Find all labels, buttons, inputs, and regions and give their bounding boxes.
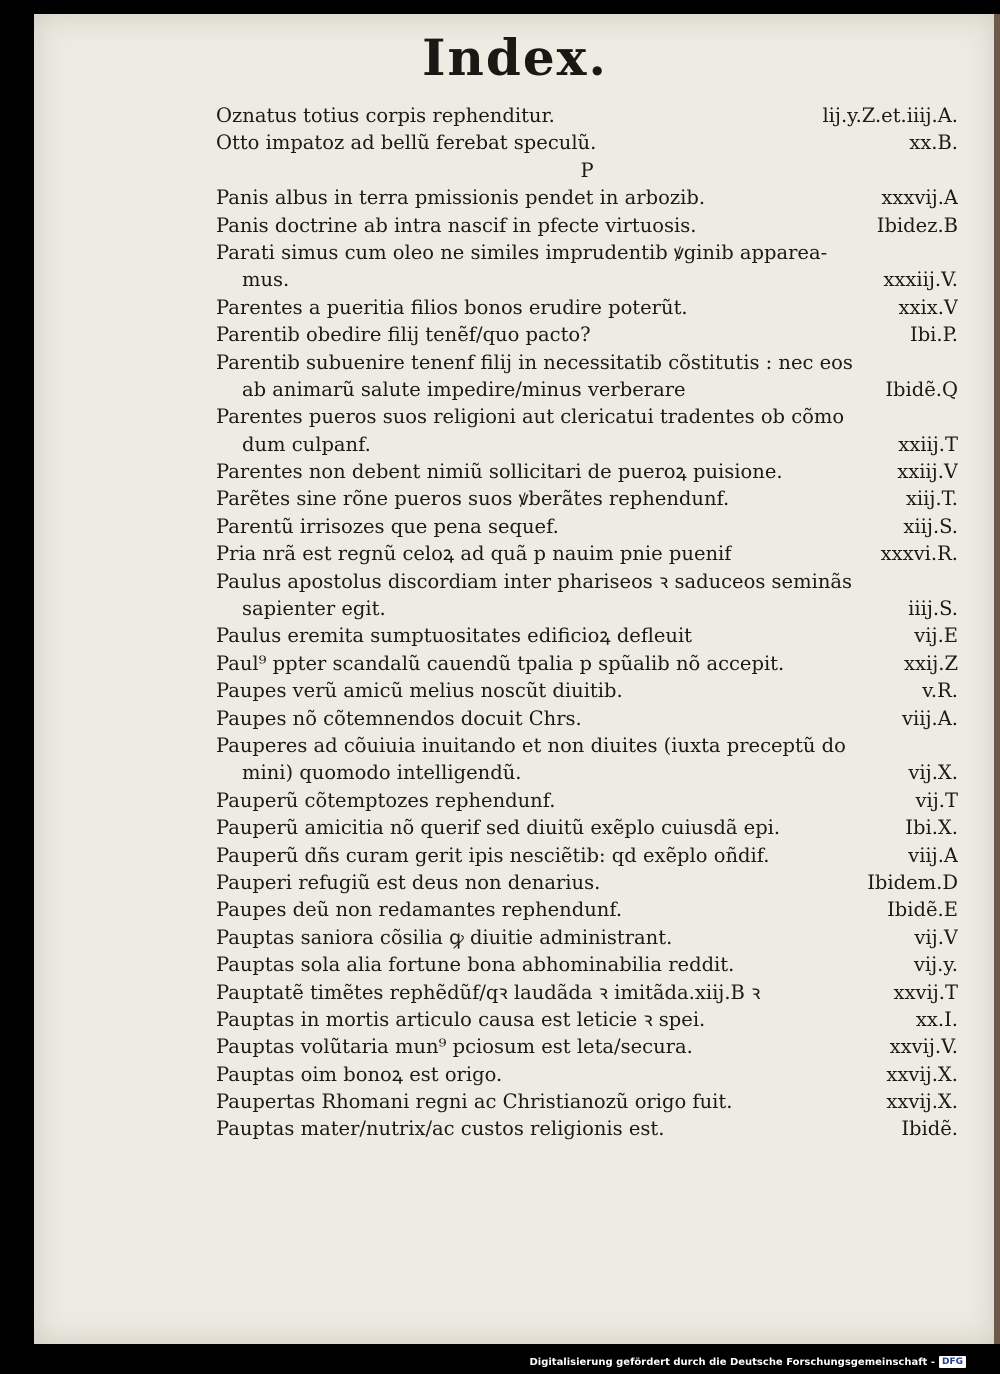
entry-line xyxy=(216,376,958,403)
entry-text: Pauptas saniora cõsilia ꝙ diuitie administrant. xyxy=(216,925,673,949)
entry-reference: vij.V xyxy=(914,925,958,949)
index-entry xyxy=(216,951,958,978)
entry-line xyxy=(216,787,958,814)
entry-text: Paulus eremita sumptuositates edificioꝝ defleuit xyxy=(216,624,693,648)
index-entry xyxy=(216,1006,958,1033)
index-entry xyxy=(216,540,958,567)
index-entry xyxy=(216,239,958,294)
dfg-logo-icon: DFG xyxy=(939,1356,966,1368)
entry-reference: xxvij.X. xyxy=(886,1062,958,1086)
entry-text: Pauptas oim bonoꝝ est origo. xyxy=(216,1062,503,1086)
entry-line xyxy=(216,951,958,978)
entry-text: Parentib subuenire tenenf filij in necessitatib cõstitutis : nec eos xyxy=(216,350,853,374)
index-entry xyxy=(216,787,958,814)
page-edge xyxy=(994,14,1000,1344)
entry-line xyxy=(216,294,958,321)
entry-text: sapienter egit. xyxy=(242,597,386,621)
entry-reference: Ibidem.D xyxy=(867,870,958,894)
entry-line xyxy=(216,924,958,951)
entry-line xyxy=(216,1061,958,1088)
index-entry xyxy=(216,814,958,841)
entry-reference: xxvij.V. xyxy=(889,1035,958,1059)
entry-reference: xxvij.T xyxy=(893,980,958,1004)
entry-text: Pauperũ cõtemptozes rephendunf. xyxy=(216,788,556,812)
entry-text: Paupertas Rhomani regni ac Christianozũ origo fuit. xyxy=(216,1090,733,1114)
entry-line xyxy=(216,485,958,512)
index-entry xyxy=(216,1088,958,1115)
section-heading-line xyxy=(216,157,958,184)
entry-line xyxy=(216,458,958,485)
entry-reference: Ibi.X. xyxy=(905,816,958,840)
entry-reference: Ibidẽ.E xyxy=(887,898,958,922)
entry-text: Parentib obedire filij tenẽf/quo pacto? xyxy=(216,323,591,347)
entry-text: Paul⁹ ppter scandalũ cauendũ tpalia p spũalib nõ accepit. xyxy=(216,651,785,675)
entry-text: Pauperũ dñs curam gerit ipis nesciẽtib: qd exẽplo oñdif. xyxy=(216,843,770,867)
entry-reference: xx.B. xyxy=(909,131,958,155)
entry-line xyxy=(216,842,958,869)
entry-line xyxy=(216,1033,958,1060)
index-entry xyxy=(216,184,958,211)
index-entry xyxy=(216,732,958,787)
entry-line xyxy=(216,540,958,567)
index-entry xyxy=(216,650,958,677)
entry-line xyxy=(216,321,958,348)
entry-line xyxy=(216,1088,958,1115)
entry-line xyxy=(216,102,958,129)
index-entry xyxy=(216,403,958,458)
entry-line xyxy=(216,431,958,458)
entry-reference: xxxvij.A xyxy=(881,186,958,210)
entry-reference: xxix.V xyxy=(898,295,958,319)
entry-text: Pauptas sola alia fortune bona abhominabilia reddit. xyxy=(216,953,735,977)
entry-line xyxy=(216,349,958,376)
entry-reference: xiij.S. xyxy=(903,514,958,538)
index-entry xyxy=(216,321,958,348)
index-entry xyxy=(216,294,958,321)
entry-text: Parentes pueros suos religioni aut clericatui tradentes ob cõmo xyxy=(216,405,845,429)
entry-reference: xxxiij.V. xyxy=(883,268,958,292)
entry-line xyxy=(216,212,958,239)
index-entry xyxy=(216,842,958,869)
entry-reference: xxij.Z xyxy=(903,651,958,675)
entry-text: mini) quomodo intelligendũ. xyxy=(242,761,522,785)
footer xyxy=(529,1356,966,1368)
entry-line xyxy=(216,266,958,293)
entry-line xyxy=(216,869,958,896)
entry-reference: vij.T xyxy=(915,788,958,812)
entry-text: mus. xyxy=(242,268,290,292)
entry-line xyxy=(216,239,958,266)
entry-line xyxy=(216,650,958,677)
section-letter: P xyxy=(580,158,594,182)
page-title: Index. xyxy=(422,28,608,87)
entry-line xyxy=(216,568,958,595)
index-entry xyxy=(216,485,958,512)
entry-text: Pauptatẽ timẽtes rephẽdũf/qꝛ laudãda ꝛ imitãda.xiij.B ꝛ xyxy=(216,980,761,1004)
entry-text: Otto impatoz ad bellũ ferebat speculũ. xyxy=(216,131,597,155)
entry-reference: Ibidẽ. xyxy=(901,1117,958,1141)
entry-reference: Ibidez.B xyxy=(876,213,958,237)
entry-text: Paulus apostolus discordiam inter phariseos ꝛ saduceos seminãs xyxy=(216,569,853,593)
entry-line xyxy=(216,403,958,430)
index-entry xyxy=(216,212,958,239)
entry-reference: vij.E xyxy=(914,624,958,648)
entry-reference: xxiij.T xyxy=(898,432,958,456)
footer-text: Digitalisierung gefördert durch die Deutsche Forschungsgemeinschaft - xyxy=(529,1356,935,1368)
entry-text: Panis doctrine ab intra nascif in pfecte virtuosis. xyxy=(216,213,697,237)
entry-line xyxy=(216,622,958,649)
entry-reference: Ibidẽ.Q xyxy=(885,377,958,401)
entry-reference: Ibi.P. xyxy=(910,323,958,347)
entry-reference: v.R. xyxy=(922,679,958,703)
index-entry xyxy=(216,677,958,704)
entry-text: Parentũ irrisozes que pena sequef. xyxy=(216,514,559,538)
entry-text: Pauptas mater/nutrix/ac custos religionis est. xyxy=(216,1117,665,1141)
entry-line xyxy=(216,513,958,540)
entry-line xyxy=(216,759,958,786)
entry-reference: lij.y.Z.et.iiij.A. xyxy=(822,104,958,127)
book-page xyxy=(34,14,996,1344)
entry-text: Panis albus in terra pmissionis pendet in arbozib. xyxy=(216,186,706,210)
entry-text: Pauptas volũtaria mun⁹ pciosum est leta/secura. xyxy=(216,1035,693,1059)
entry-text: Pauptas in mortis articulo causa est leticie ꝛ spei. xyxy=(216,1007,706,1031)
entry-reference: xxiij.V xyxy=(897,460,958,484)
index-entry xyxy=(216,129,958,156)
entry-text: Parentes non debent nimiũ sollicitari de pueroꝝ puisione. xyxy=(216,460,783,484)
entry-text: Parati simus cum oleo ne similes imprudentib ꝟginib apparea- xyxy=(216,240,828,264)
index-entry-list xyxy=(216,102,958,1143)
entry-line xyxy=(216,979,958,1006)
entry-reference: xiij.T. xyxy=(905,487,958,511)
index-entry xyxy=(216,896,958,923)
entry-text: Pauperi refugiũ est deus non denarius. xyxy=(216,870,601,894)
entry-reference: vij.y. xyxy=(913,953,958,977)
entry-reference: xxvij.X. xyxy=(886,1090,958,1114)
entry-line xyxy=(216,1006,958,1033)
entry-reference: iiij.S. xyxy=(908,597,958,621)
index-entry xyxy=(216,622,958,649)
entry-text: Oznatus totius corpis rephenditur. xyxy=(216,104,555,127)
entry-reference: xxxvi.R. xyxy=(880,542,958,566)
entry-line xyxy=(216,129,958,156)
entry-reference: vij.X. xyxy=(908,761,958,785)
entry-line xyxy=(216,677,958,704)
entry-line xyxy=(216,705,958,732)
entry-text: Parentes a pueritia filios bonos erudire poterũt. xyxy=(216,295,688,319)
index-entry xyxy=(216,1061,958,1088)
entry-reference: xx.I. xyxy=(915,1007,958,1031)
entry-text: Pauperũ amicitia nõ querif sed diuitũ exẽplo cuiusdã epi. xyxy=(216,816,781,840)
index-entry xyxy=(216,705,958,732)
entry-line xyxy=(216,595,958,622)
entry-reference: viij.A. xyxy=(901,706,958,730)
section-letter-heading xyxy=(216,157,958,184)
index-entry xyxy=(216,979,958,1006)
index-entry xyxy=(216,1115,958,1142)
entry-text: ab animarũ salute impedire/minus verberare xyxy=(242,377,686,401)
index-entry xyxy=(216,102,958,129)
entry-reference: viij.A xyxy=(908,843,958,867)
entry-line xyxy=(216,814,958,841)
entry-line xyxy=(216,1115,958,1142)
entry-text: Paupes nõ cõtemnendos docuit Chrs. xyxy=(216,706,582,730)
entry-text: dum culpanf. xyxy=(242,432,371,456)
entry-line xyxy=(216,732,958,759)
index-entry xyxy=(216,458,958,485)
entry-text: Parẽtes sine rõne pueros suos ꝟberãtes rephendunf. xyxy=(216,487,730,511)
entry-text: Paupes verũ amicũ melius noscũt diuitib. xyxy=(216,679,623,703)
index-entry xyxy=(216,924,958,951)
entry-line xyxy=(216,184,958,211)
entry-text: Pauperes ad cõuiuia inuitando et non diuites (iuxta preceptũ do xyxy=(216,733,846,757)
index-entry xyxy=(216,1033,958,1060)
index-entry xyxy=(216,869,958,896)
entry-line xyxy=(216,896,958,923)
index-entry xyxy=(216,513,958,540)
index-entry xyxy=(216,349,958,404)
entry-text: Paupes deũ non redamantes rephendunf. xyxy=(216,898,623,922)
entry-text: Pria nrã est regnũ celoꝝ ad quã p nauim pnie puenif xyxy=(216,542,732,566)
index-entry xyxy=(216,568,958,623)
